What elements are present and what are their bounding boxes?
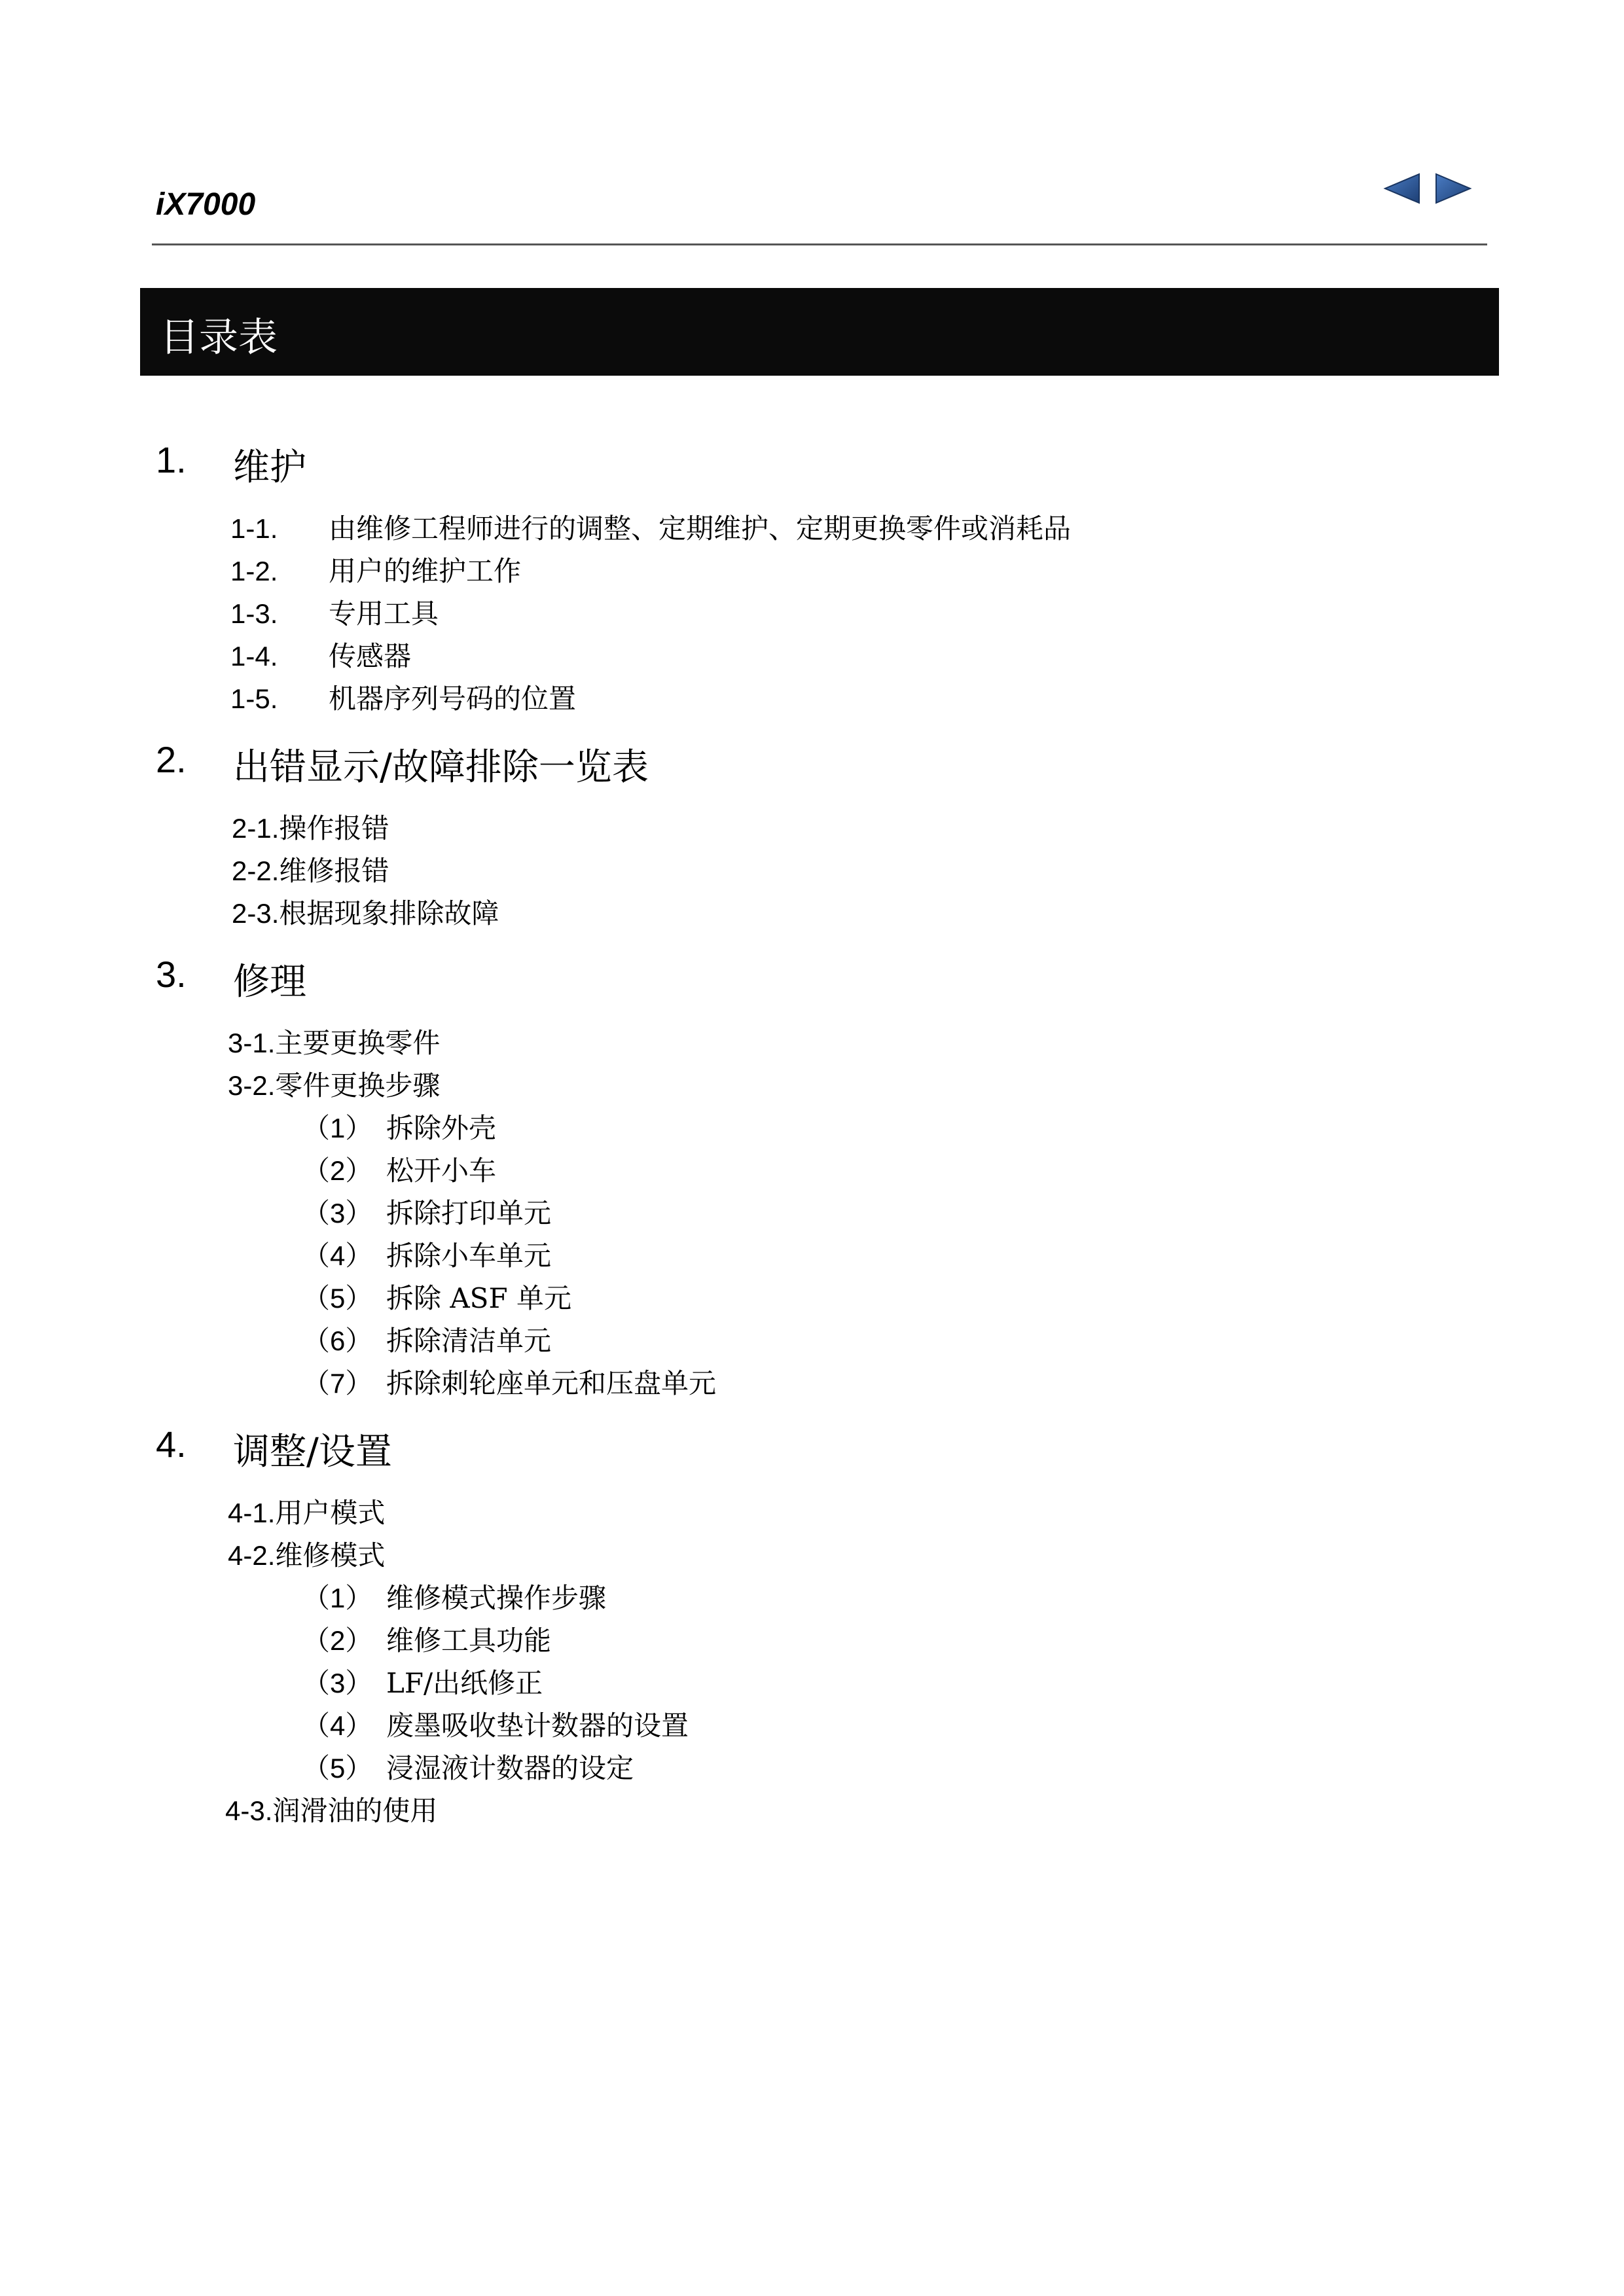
toc-link-1-2[interactable] [230,550,521,589]
subitem-number: （6） [302,1325,373,1356]
section-number: 4. [156,1424,187,1465]
subitem-number: （7） [302,1368,373,1399]
item-number: 1-1. [230,513,278,544]
item-text: 维修报错 [279,855,389,887]
toc-link-2-1[interactable] [232,807,389,846]
item-text: 操作报错 [279,812,389,844]
toc-link-3-2[interactable] [228,1064,440,1103]
subitem-text: 松开小车 [386,1155,497,1187]
item-number: 1-2. [230,556,278,586]
prev-page-button[interactable] [1382,171,1422,206]
toc-link-4-1[interactable] [228,1492,385,1531]
item-number: 2-3. [232,898,280,929]
toc-title: 目录表 [160,315,278,361]
item-text: 用户的维护工作 [329,555,522,587]
item-number: 3-1. [228,1028,276,1058]
section-number: 3. [156,954,187,995]
toc-link-2-2[interactable] [232,850,389,889]
next-page-button[interactable] [1434,171,1473,206]
subitem-text: 维修工具功能 [386,1624,552,1657]
item-text: 根据现象排除故障 [279,897,499,929]
subitem-number: （1） [302,1113,373,1143]
item-text: 主要更换零件 [275,1027,441,1059]
item-text: 专用工具 [329,598,439,630]
model-name: iX7000 [156,187,256,222]
subitem-text: 拆除外壳 [386,1112,497,1144]
toc-banner [140,288,1499,376]
toc-link-1-1[interactable] [230,507,1071,547]
toc-link-4-3[interactable] [225,1789,437,1829]
subitem-number: （2） [302,1625,373,1656]
item-text: 润滑油的使用 [272,1795,438,1827]
toc-link-4-2[interactable] [228,1534,385,1573]
subitem-number: （4） [302,1240,373,1271]
item-number: 1-3. [230,598,278,629]
item-number: 1-5. [230,683,278,714]
subitem-number: （4） [302,1710,373,1741]
subitem-number: （5） [302,1283,373,1314]
item-text: 由维修工程师进行的调整、定期维护、定期更换零件或消耗品 [329,512,1072,545]
item-text: 用户模式 [275,1497,386,1529]
right-arrow-icon [1434,171,1473,206]
item-text: 维修模式 [275,1539,386,1571]
section-number: 2. [156,739,187,780]
section-number: 1. [156,439,187,480]
item-number: 4-2. [228,1540,276,1571]
item-number: 2-2. [232,855,280,886]
subitem-text: 维修模式操作步骤 [386,1582,607,1614]
subitem-text: LF/出纸修正 [386,1667,543,1699]
item-text: 机器序列号码的位置 [329,683,577,715]
subitem-number: （3） [302,1668,373,1698]
left-arrow-icon [1382,171,1422,206]
toc-link-2-3[interactable] [232,892,499,931]
subitem-text: 拆除刺轮座单元和压盘单元 [386,1367,717,1399]
toc-link-3-1[interactable] [228,1022,440,1061]
section-title: 修理 [233,961,306,1003]
toc-link-1-5[interactable] [230,677,576,717]
toc-link-1-3[interactable] [230,592,439,632]
subitem-number: （3） [302,1198,373,1229]
subitem-number: （5） [302,1753,373,1784]
subitem-number: （2） [302,1155,373,1186]
subitem-text: 浸湿液计数器的设定 [386,1752,634,1784]
subitem-number: （1） [302,1583,373,1613]
subitem-text: 拆除 ASF 单元 [386,1282,571,1314]
item-number: 1-4. [230,641,278,672]
item-number: 4-1. [228,1498,276,1528]
item-number: 2-1. [232,813,280,844]
section-title: 维护 [233,446,306,489]
subitem-text: 拆除小车单元 [386,1240,552,1272]
subitem-text: 拆除清洁单元 [386,1325,552,1357]
toc-link-1-4[interactable] [230,635,411,674]
section-title: 调整/设置 [233,1431,392,1473]
header-divider [152,243,1487,245]
subitem-text: 拆除打印单元 [386,1197,552,1229]
item-number: 3-2. [228,1070,276,1101]
section-title: 出错显示/故障排除一览表 [233,746,649,789]
item-number: 4-3. [225,1795,273,1826]
item-text: 传感器 [329,640,412,672]
item-text: 零件更换步骤 [275,1069,441,1102]
subitem-text: 废墨吸收垫计数器的设置 [386,1710,689,1742]
